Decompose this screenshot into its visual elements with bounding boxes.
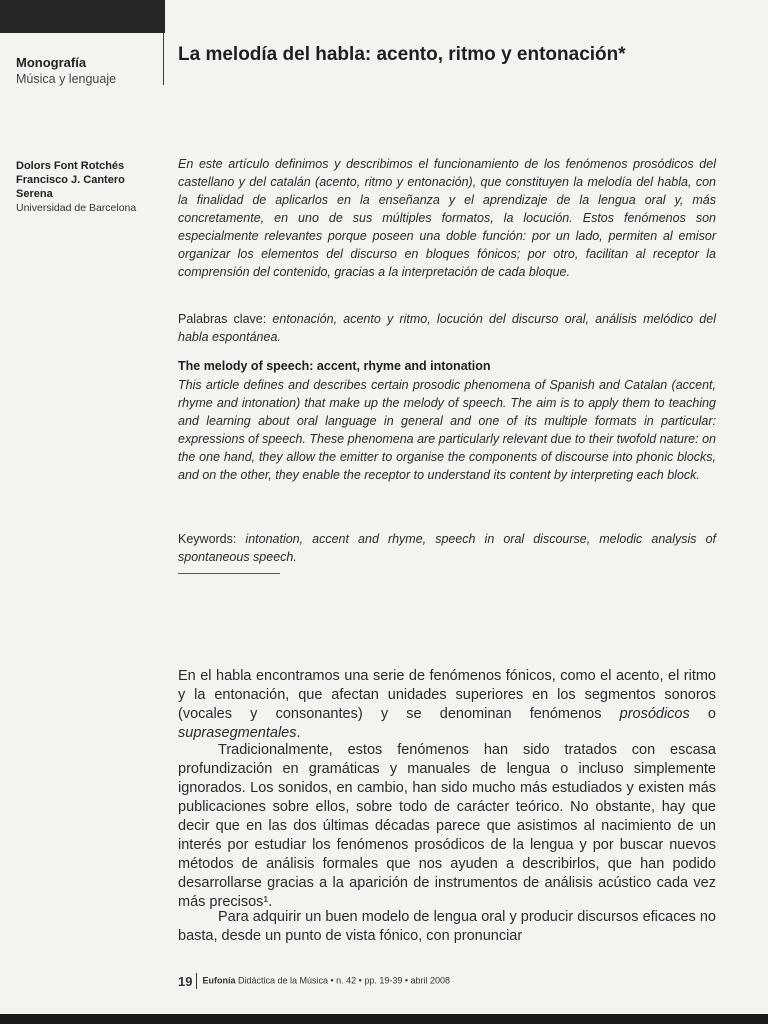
keywords-spanish [178,310,716,346]
footer-bar [0,1014,768,1024]
section-subtitle: Música y lenguaje [16,72,117,86]
author-name: Dolors Font Rotchés [16,160,125,172]
abstract-english: This article defines and describes certain prosodic phenomena of Spanish and Catalan (accent, rhyme and intonation) that make up the melody of speech. The aim is to apply them to teaching and learning about oral language in general and one of its multiple formats in particular: expressions of speech. These phenomena are particularly relevant due to their twofold nature: on the one hand, they allow the emitter to organise the components of discourse into phonic blocks, and on the other, they enable the receptor to understand its content by interpreting each block. [178,378,716,482]
journal-details: Didáctica de la Música • n. 42 • pp. 19-39 • abril 2008 [235,975,451,986]
footer-separator [196,973,197,989]
keywords-english [178,530,716,566]
body-text: En el habla encontramos una serie de fenómenos fónicos, como el acento, el ritmo y la entonación, que afectan unidades superiores en los segmentos sonoros (vocales y consonantes) y se denominan fenómenos [178,668,716,722]
section-name: Monografía [16,55,87,70]
author-affiliation: Universidad de Barcelona [16,202,137,214]
keywords-text: intonation, accent and rhyme, speech in oral discourse, melodic analysis of spontaneous speech. [178,532,716,564]
abstract-spanish: En este artículo definimos y describimos el funcionamiento de los fenómenos prosódicos del castellano y del catalán (acento, ritmo y entonación), que constituyen la melodía del habla, con la finalidad de aplicarlos en la enseñanza y el aprendizaje de la lengua oral y, más concretamente, en uno de sus múltiples formatos, la locución. Estos fenómenos son especialmente relevantes porque poseen una doble función: por un lado, permiten al emisor organizar los elementos del discurso en bloques fónicos; por otro, facilitan al receptor la comprensión del contenido, gracias a la interpretación de cada bloque. [178,157,716,279]
abstract-divider [178,573,280,574]
body-emphasis: suprasegmentales [178,725,297,741]
keywords-label: Palabras clave: [178,312,267,326]
body-paragraph: Tradicionalmente, estos fenómenos han sido tratados con escasa profundización en gramáticas y manuales de lengua o incluso simplemente ignorados. Los sonidos, en cambio, han sido mucho más estudiados y existen más publicaciones sobre ellos, sobre todo de carácter teórico. No obstante, hay que decir que en las dos últimas décadas parece que asistimos al nacimiento de un interés por estudiar los fenómenos prosódicos de la lengua y por buscar nuevos métodos de análisis formales que nos ayuden a describirlos, que han podido desarrollarse gracias a la aparición de instrumentos de análisis acústico cada vez más precisos¹. [178,742,716,910]
section-label [16,55,161,87]
body-text: . [296,725,301,741]
keywords-text: entonación, acento y ritmo, locución del discurso oral, análisis melódico del habla espontánea. [178,312,716,344]
section-divider [163,33,164,85]
body-emphasis: prosódicos [619,706,690,722]
author-name: Francisco J. Cantero [16,174,125,186]
header-bar [0,0,165,33]
page-number: 19 [178,973,193,989]
author-name: Serena [16,188,53,200]
body-text: o [689,706,716,722]
article-title: La melodía del habla: acento, ritmo y entonación* [178,44,626,65]
body-paragraph [178,667,716,743]
author-block [16,159,166,215]
body-paragraph: Para adquirir un buen modelo de lengua oral y producir discursos eficaces no basta, desde un punto de vista fónico, con pronunciar [178,909,716,944]
page-footer [178,973,450,989]
journal-name: Eufonía [202,975,236,986]
english-title: The melody of speech: accent, rhyme and intonation [178,359,491,373]
keywords-label: Keywords: [178,532,237,546]
